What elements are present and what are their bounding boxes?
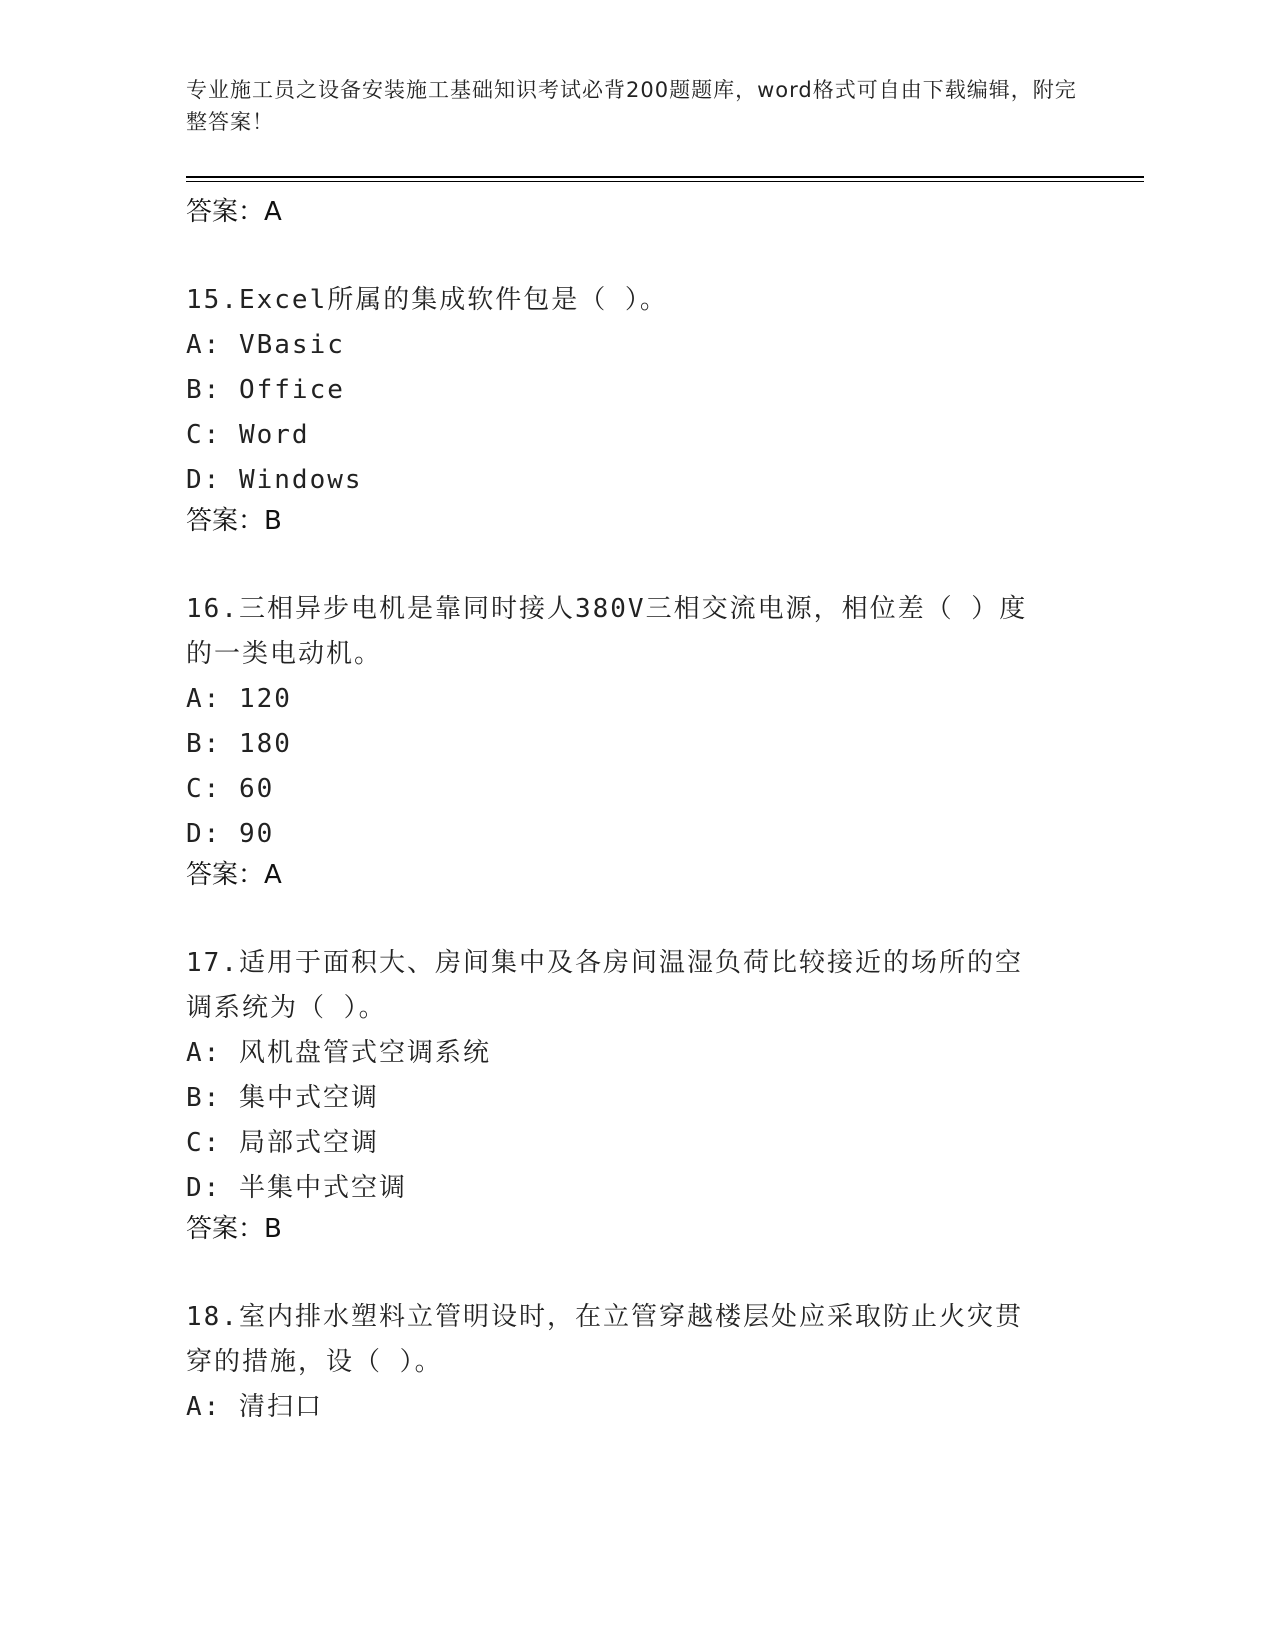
- option-a: A: VBasic: [186, 330, 345, 360]
- question-text: 18.室内排水塑料立管明设时，在立管穿越楼层处应采取防止火灾贯穿的措施，设（ ）。: [186, 1302, 1023, 1377]
- option-d: D: Windows: [186, 465, 363, 495]
- question-list: [186, 190, 1086, 1430]
- option-d: D: 半集中式空调: [186, 1173, 407, 1203]
- question-text: 17.适用于面积大、房间集中及各房间温湿负荷比较接近的场所的空调系统为（ ）。: [186, 948, 1023, 1023]
- option-a: A: 风机盘管式空调系统: [186, 1038, 491, 1068]
- option-c: C: 局部式空调: [186, 1128, 379, 1158]
- option-a: A: 120: [186, 684, 292, 714]
- question-block-17: [186, 941, 1086, 1245]
- question-block-18: [186, 1295, 1086, 1430]
- option-d: D: 90: [186, 819, 275, 849]
- option-b: B: 集中式空调: [186, 1083, 379, 1113]
- option-c: C: 60: [186, 774, 275, 804]
- answer-line: 答案：B: [186, 1214, 282, 1244]
- question-text: 15.Excel所属的集成软件包是（ ）。: [186, 285, 668, 315]
- option-a: A: 清扫口: [186, 1392, 323, 1422]
- option-b: B: Office: [186, 375, 345, 405]
- option-b: B: 180: [186, 729, 292, 759]
- document-header: 专业施工员之设备安装施工基础知识考试必背200题题库，word格式可自由下载编辑，附完整答案！: [186, 78, 1077, 134]
- question-block-16: [186, 587, 1086, 891]
- header-divider-thin: [186, 181, 1144, 182]
- question-text: 16.三相异步电机是靠同时接人380V三相交流电源，相位差（ ）度的一类电动机。: [186, 594, 1028, 669]
- header-divider-thick: [186, 176, 1144, 178]
- answer-line: 答案：A: [186, 860, 282, 890]
- previous-answer: 答案：A: [186, 197, 282, 227]
- answer-line: 答案：B: [186, 506, 282, 536]
- option-c: C: Word: [186, 420, 310, 450]
- question-block-15: [186, 278, 1086, 537]
